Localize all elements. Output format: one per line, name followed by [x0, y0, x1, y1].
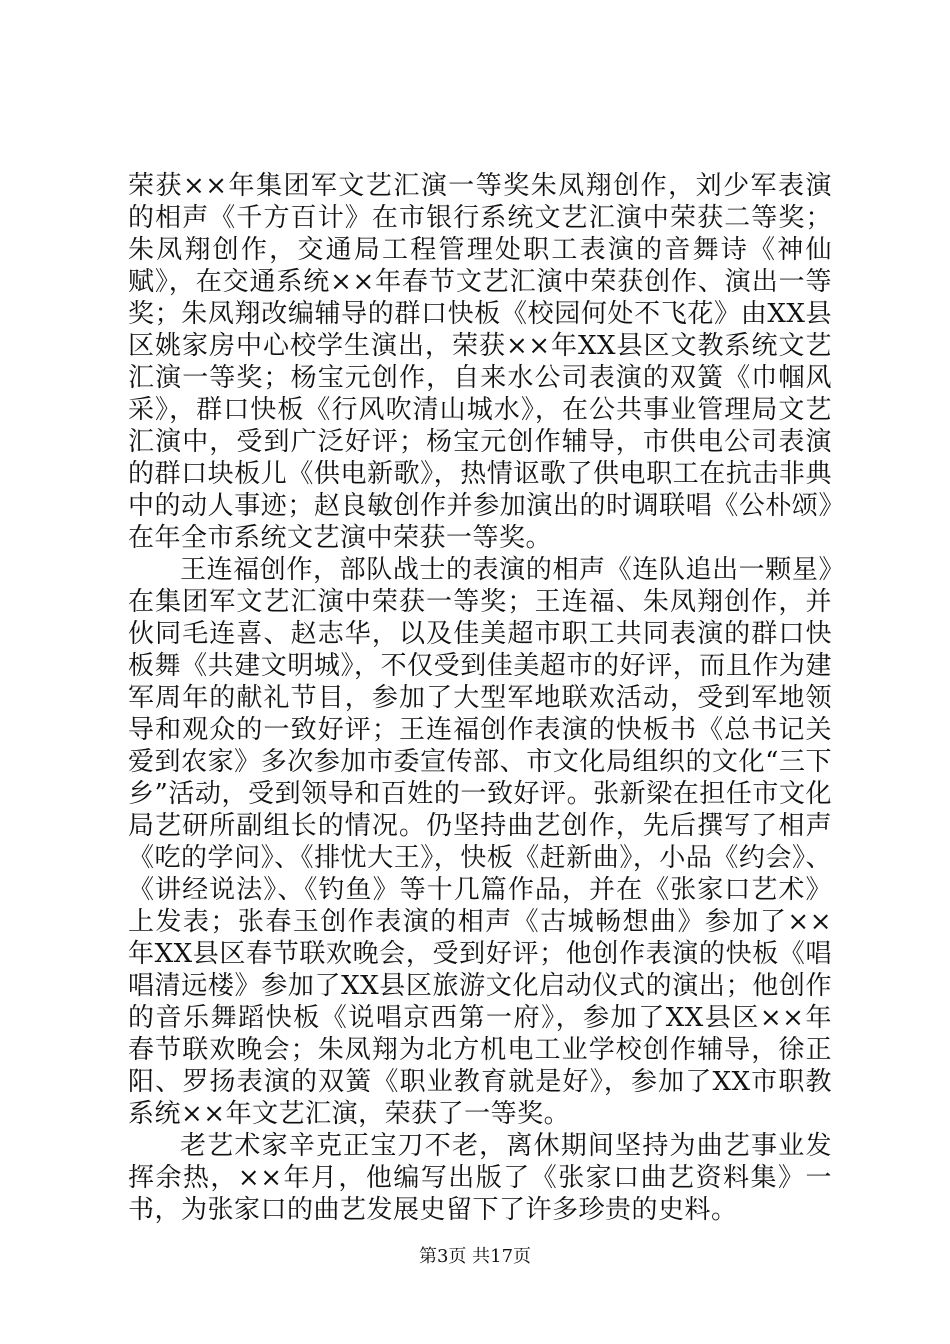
document-body: [128, 170, 832, 1226]
paragraph-xin-kezheng: 老艺术家辛克正宝刀不老，离休期间坚持为曲艺事业发挥余热，××年月，他编写出版了《张家口曲艺资料集》一书，为张家口的曲艺发展史留下了许多珍贵的史料。: [128, 1131, 832, 1225]
page-footer: 第3页 共17页: [418, 1246, 532, 1267]
paragraph-wang-lianfu: 王连福创作，部队战士的表演的相声《连队追出一颗星》在集团军文艺汇演中荣获一等奖；王连福、朱凤翔创作，并伙同毛连喜、赵志华，以及佳美超市职工共同表演的群口快板舞《共建文明城》，不仅受到佳美超市的好评，而且作为建军周年的献礼节目，参加了大型军地联欢活动，受到军地领导和观众的一致好评；王连福创作表演的快板书《总书记关爱到农家》多次参加市委宣传部、市文化局组织的文化“三下乡”活动，受到领导和百姓的一致好评。张新梁在担任市文化局艺研所副组长的情况。仍坚持曲艺创作，先后撰写了相声《吃的学问》、《排忧大王》，快板《赶新曲》，小品《约会》、《讲经说法》、《钓鱼》等十几篇作品，并在《张家口艺术》上发表；张春玉创作表演的相声《古城畅想曲》参加了××年XX县区春节联欢晚会，受到好评；他创作表演的快板《唱唱清远楼》参加了XX县区旅游文化启动仪式的演出；他创作的音乐舞蹈快板《说唱京西第一府》，参加了XX县区××年春节联欢晚会；朱凤翔为北方机电工业学校创作辅导，徐正阳、罗扬表演的双簧《职业教育就是好》，参加了XX市职教系统××年文艺汇演，荣获了一等奖。: [128, 555, 832, 1129]
paragraph-continuation: 荣获××年集团军文艺汇演一等奖朱凤翔创作，刘少军表演的相声《千方百计》在市银行系统文艺汇演中荣获二等奖；朱凤翔创作，交通局工程管理处职工表演的音舞诗《神仙赋》，在交通系统××年春节文艺汇演中荣获创作、演出一等奖；朱凤翔改编辅导的群口快板《校园何处不飞花》由XX县区姚家房中心校学生演出，荣获××年XX县区文教系统文艺汇演一等奖；杨宝元创作，自来水公司表演的双簧《巾帼风采》，群口快板《行风吹清山城水》，在公共事业管理局文艺汇演中，受到广泛好评；杨宝元创作辅导，市供电公司表演的群口块板儿《供电新歌》，热情讴歌了供电职工在抗击非典中的动人事迹；赵良敏创作并参加演出的时调联唱《公朴颂》在年全市系统文艺演中荣获一等奖。: [128, 171, 832, 553]
